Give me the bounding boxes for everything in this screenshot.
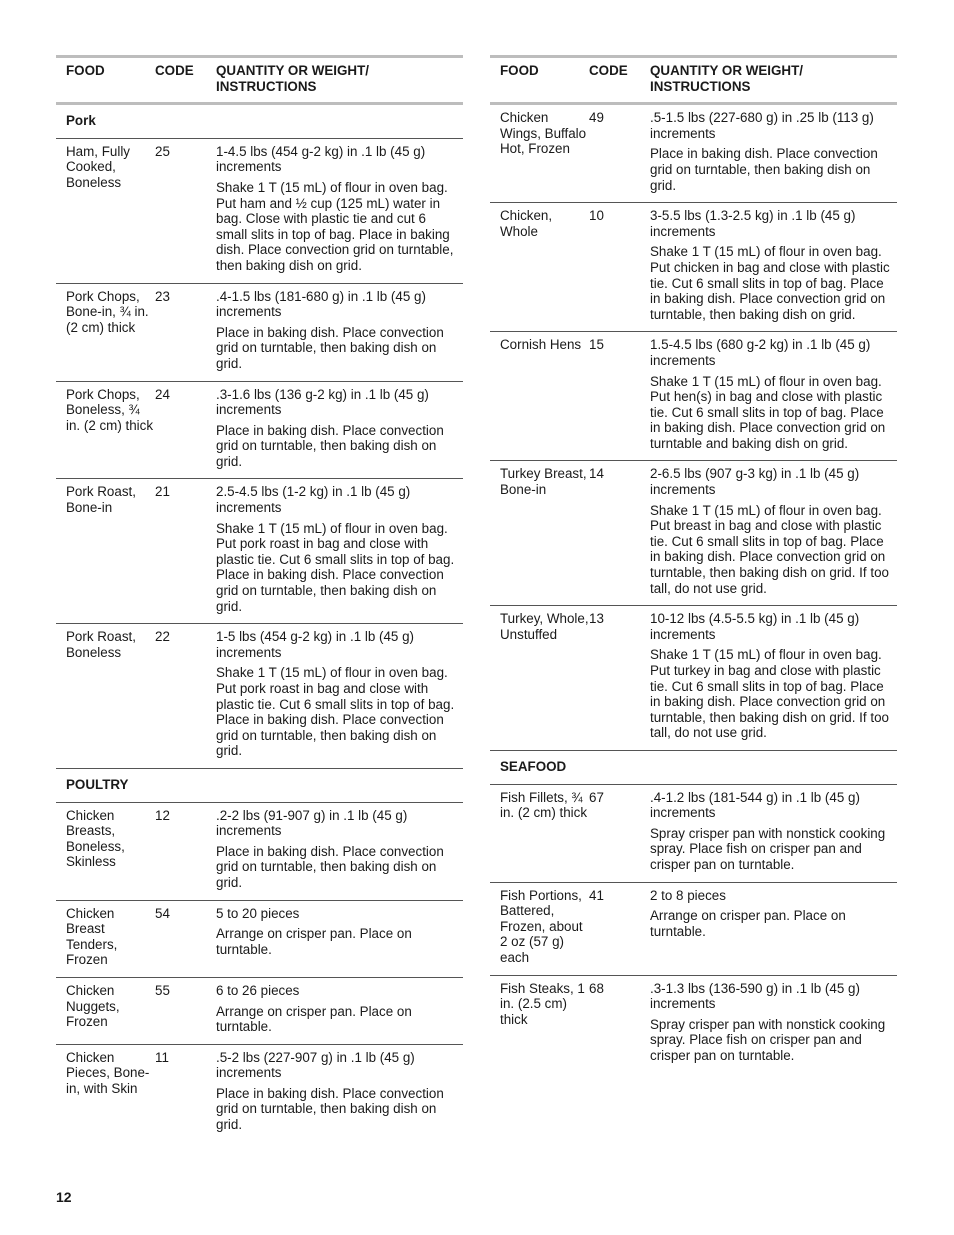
food-code: 13 [589, 611, 604, 627]
table-row [490, 606, 897, 751]
quantity-instructions [650, 981, 897, 1064]
food-name: Ham, Fully Cooked, Boneless [66, 143, 130, 190]
table-row [490, 785, 897, 883]
left-table [56, 55, 463, 1142]
quantity-instructions [216, 387, 463, 470]
instructions-text: Shake 1 T (15 mL) of flour in oven bag. Put turkey in bag and close with plastic tie. Cut 6 small slits in top of bag. Place in baking dish. Place convection grid on turntable, then baking dish on grid. If too tall, do not use grid. [650, 647, 889, 741]
instructions-text: Shake 1 T (15 mL) of flour in oven bag. Put pork roast in bag and close with plastic tie. Cut 6 small slits in top of bag. Place in baking dish. Place convection grid on turntable, then baking dish on grid. [216, 665, 455, 759]
quantity-text: .2-2 lbs (91-907 g) in .1 lb (45 g) increments [216, 807, 408, 839]
instructions-text: Place in baking dish. Place convection grid on turntable, then baking dish on grid. [216, 324, 444, 371]
quantity-text: 3-5.5 lbs (1.3-2.5 kg) in .1 lb (45 g) increments [650, 208, 856, 239]
instructions-text: Shake 1 T (15 mL) of flour in oven bag. Put ham and ½ cup (125 mL) water in bag. Close with plastic tie and cut 6 small slits in top of bag. Place in baking dish. Place convection grid on turntable, then baking dish on grid. [216, 179, 454, 273]
food-code: 21 [155, 484, 170, 500]
instructions-text: Shake 1 T (15 mL) of flour in oven bag. Put breast in bag and close with plastic tie. Cut 6 small slits in top of bag. Place in baking dish. Place convection grid on turntable, then baking dish on grid. If too tall, do not use grid. [650, 502, 889, 596]
food-name: Chicken Wings, Buffalo Hot, Frozen [500, 110, 587, 157]
quantity-instructions [216, 1050, 463, 1133]
food-code: 14 [589, 466, 604, 482]
food-code: 68 [589, 980, 604, 996]
quantity-text: .4-1.2 lbs (181-544 g) in .1 lb (45 g) increments [650, 789, 860, 821]
quantity-text: 2-6.5 lbs (907 g-3 kg) in .1 lb (45 g) increments [650, 466, 860, 498]
instructions-text: Shake 1 T (15 mL) of flour in oven bag. Put pork roast in bag and close with plastic tie. Cut 6 small slits in top of bag. Place in baking dish. Place convection grid on turntable, then baking dish on grid. [216, 520, 455, 614]
section-heading [490, 751, 897, 785]
food-name: Chicken Pieces, Bone-in, with Skin [66, 1049, 150, 1096]
instructions-text: Arrange on crisper pan. Place on turntable. [216, 926, 412, 957]
quantity-text: 2.5-4.5 lbs (1-2 kg) in .1 lb (45 g) increments [216, 484, 411, 516]
table-row [56, 803, 463, 901]
quantity-instructions [216, 906, 463, 968]
quantity-text: 1-4.5 lbs (454 g-2 kg) in .1 lb (45 g) increments [216, 143, 426, 175]
food-name: Chicken Nuggets, Frozen [66, 982, 120, 1030]
section-label: POULTRY [66, 776, 129, 792]
header-quantity: QUANTITY OR WEIGHT/ INSTRUCTIONS [650, 63, 803, 94]
instructions-text: Arrange on crisper pan. Place on turntable. [216, 1003, 412, 1035]
food-name: Pork Roast, Boneless [66, 629, 136, 660]
food-code: 12 [155, 807, 170, 823]
food-code: 67 [589, 789, 604, 805]
food-code: 11 [155, 1049, 169, 1065]
food-name: Fish Steaks, 1 in. (2.5 cm) thick [500, 980, 585, 1027]
food-code: 10 [589, 208, 604, 224]
section-heading [56, 769, 463, 803]
food-code: 41 [589, 887, 604, 903]
quantity-instructions [216, 983, 463, 1035]
instructions-text: Shake 1 T (15 mL) of flour in oven bag. Put chicken in bag and close with plastic tie. Cut 6 small slits in top of bag. Place in baking dish. Place convection grid on turntable, then baking dish on grid. [650, 244, 890, 322]
table-header [56, 55, 463, 105]
instructions-text: Place in baking dish. Place convection grid on turntable, then baking dish on grid. [216, 843, 444, 890]
instructions-text: Shake 1 T (15 mL) of flour in oven bag. Put hen(s) in bag and close with plastic tie. Cut 6 small slits in top of bag. Place in baking dish. Place convection grid on turntable and baking dish on grid. [650, 373, 886, 451]
table-row [490, 883, 897, 976]
food-name: Pork Chops, Bone-in, ¾ in. (2 cm) thick [66, 288, 149, 335]
table-header [490, 55, 897, 105]
table-row [56, 978, 463, 1045]
table-row [490, 976, 897, 1073]
food-name: Turkey Breast, Bone-in [500, 466, 587, 498]
instructions-text: Place in baking dish. Place convection grid on turntable, then baking dish on grid. [216, 1085, 444, 1133]
quantity-text: 6 to 26 pieces [216, 982, 300, 998]
table-row [56, 479, 463, 624]
table-row [56, 1045, 463, 1142]
table-row [56, 382, 463, 480]
header-code: CODE [589, 63, 628, 78]
food-code: 54 [155, 905, 170, 921]
quantity-instructions [216, 144, 463, 274]
section-heading [56, 105, 463, 139]
instructions-text: Place in baking dish. Place convection grid on turntable, then baking dish on grid. [650, 146, 878, 193]
food-code: 23 [155, 288, 170, 304]
quantity-instructions [650, 110, 897, 193]
quantity-instructions [650, 466, 897, 596]
quantity-instructions [650, 790, 897, 873]
quantity-text: .3-1.3 lbs (136-590 g) in .1 lb (45 g) increments [650, 980, 860, 1012]
food-code: 22 [155, 629, 170, 645]
food-name: Pork Chops, Boneless, ¾ in. (2 cm) thick [66, 386, 154, 433]
section-label: Pork [66, 113, 96, 129]
header-food: FOOD [500, 63, 539, 78]
quantity-text: .5-1.5 lbs (227-680 g) in .25 lb (113 g) increments [650, 110, 874, 141]
food-name: Fish Fillets, ¾ in. (2 cm) thick [500, 789, 588, 821]
page-number: 12 [56, 1189, 72, 1205]
quantity-instructions [216, 289, 463, 372]
food-name: Chicken, Whole [500, 208, 553, 239]
table-row [56, 624, 463, 769]
table-row [490, 461, 897, 606]
food-name: Cornish Hens [500, 337, 582, 353]
table-row [56, 284, 463, 382]
quantity-instructions [650, 888, 897, 966]
quantity-instructions [216, 808, 463, 891]
table-row [490, 105, 897, 203]
table-row [56, 139, 463, 284]
instructions-text: Arrange on crisper pan. Place on turntable. [650, 908, 846, 939]
instructions-text: Spray crisper pan with nonstick cooking spray. Place fish on crisper pan and crisper pan on turntable. [650, 825, 886, 872]
food-code: 49 [589, 110, 604, 126]
food-name: Fish Portions, Battered, Frozen, about 2 oz (57 g) each [500, 887, 583, 965]
quantity-text: 1.5-4.5 lbs (680 g-2 kg) in .1 lb (45 g) increments [650, 337, 871, 368]
food-name: Turkey, Whole, Unstuffed [500, 611, 589, 642]
food-name: Chicken Breasts, Boneless, Skinless [66, 807, 125, 870]
quantity-text: 5 to 20 pieces [216, 905, 300, 921]
quantity-instructions [650, 337, 897, 451]
quantity-text: .3-1.6 lbs (136 g-2 kg) in .1 lb (45 g) increments [216, 386, 429, 418]
table-row [490, 203, 897, 332]
quantity-instructions [216, 484, 463, 614]
food-name: Pork Roast, Bone-in [66, 484, 136, 516]
quantity-text: 2 to 8 pieces [650, 887, 726, 903]
table-row [490, 332, 897, 461]
food-code: 55 [155, 982, 170, 998]
quantity-text: .4-1.5 lbs (181-680 g) in .1 lb (45 g) increments [216, 288, 426, 320]
instructions-text: Spray crisper pan with nonstick cooking spray. Place fish on crisper pan and crisper pan on turntable. [650, 1016, 886, 1063]
section-label: SEAFOOD [500, 758, 567, 774]
quantity-text: 10-12 lbs (4.5-5.5 kg) in .1 lb (45 g) increments [650, 611, 860, 642]
food-code: 24 [155, 386, 170, 402]
quantity-instructions [650, 611, 897, 741]
food-name: Chicken Breast Tenders, Frozen [66, 905, 118, 968]
food-code: 25 [155, 143, 170, 159]
table-row [56, 901, 463, 978]
quantity-text: 1-5 lbs (454 g-2 kg) in .1 lb (45 g) increments [216, 629, 414, 660]
quantity-text: .5-2 lbs (227-907 g) in .1 lb (45 g) increments [216, 1049, 415, 1081]
quantity-instructions [650, 208, 897, 322]
quantity-instructions [216, 629, 463, 759]
instructions-text: Place in baking dish. Place convection grid on turntable, then baking dish on grid. [216, 422, 444, 469]
right-table [490, 55, 897, 1072]
header-code: CODE [155, 63, 194, 78]
food-code: 15 [589, 337, 604, 353]
header-quantity: QUANTITY OR WEIGHT/ INSTRUCTIONS [216, 63, 369, 94]
header-food: FOOD [66, 63, 105, 78]
